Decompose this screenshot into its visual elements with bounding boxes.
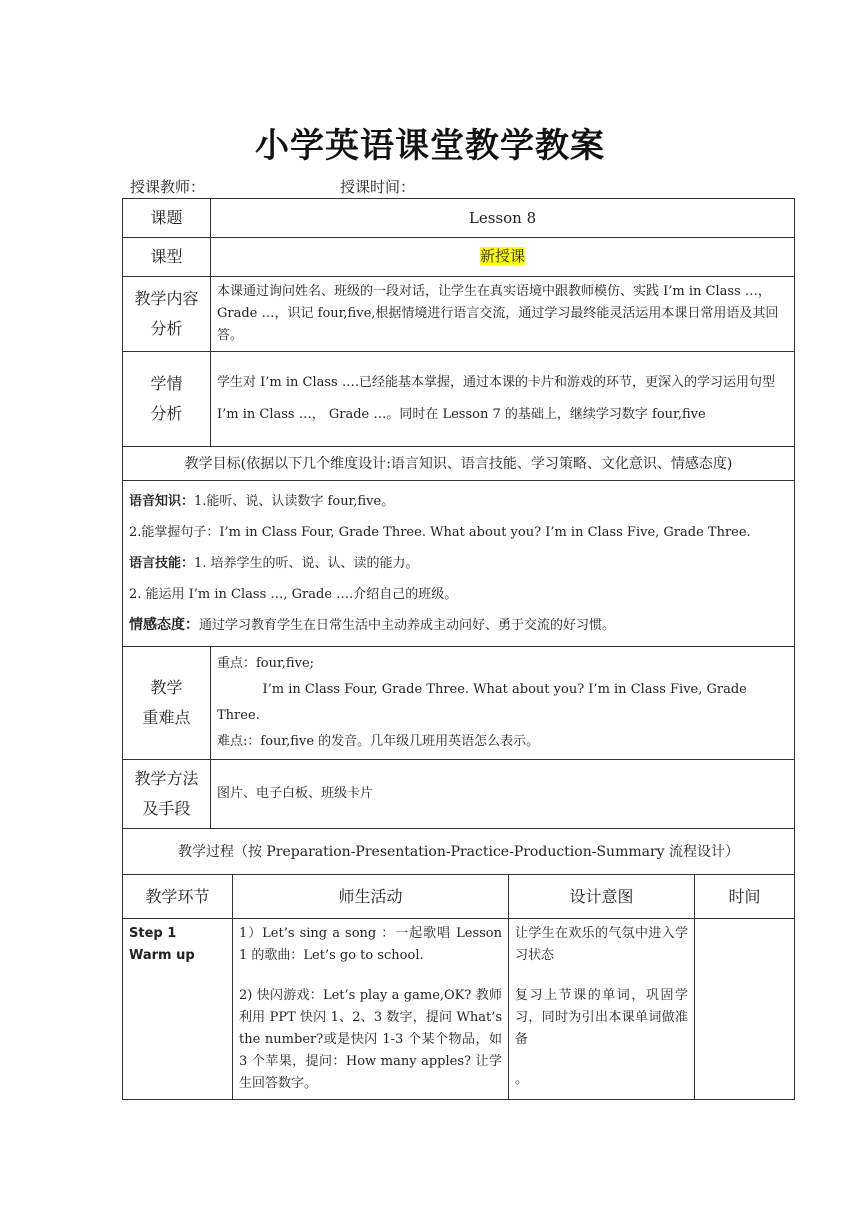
time-label: 授课时间： [340, 178, 416, 196]
col-stage: 教学环节 [123, 875, 233, 919]
type-label: 课型 [123, 238, 211, 277]
method-label-1: 教学方法 [134, 769, 199, 788]
goal-phonetic-2: 2.能掌握句子：I’m in Class Four, Grade Three. What about you? I’m in Class Five, Grade Three. [129, 525, 751, 540]
content-label [123, 277, 211, 352]
students-label-1: 学情 [150, 374, 183, 393]
key-label-2: 重难点 [142, 708, 191, 727]
method-value: 图片、电子白板、班级卡片 [211, 760, 795, 829]
difficulty: 难点:：four,five 的发音。几年级几班用英语怎么表示。 [217, 734, 540, 749]
content-label-1: 教学内容 [134, 289, 199, 308]
topic-value: Lesson 8 [211, 199, 795, 238]
key-body [211, 647, 795, 760]
step1-activity [233, 919, 509, 1100]
goal-skill-1: 1. 培养学生的听、说、认、读的能力。 [194, 556, 419, 571]
step1-intent3: 。 [515, 1072, 529, 1087]
method-label [123, 760, 211, 829]
goal-attitude-label: 情感态度： [129, 617, 199, 633]
students-label [123, 352, 211, 447]
page-title: 小学英语课堂教学教案 [255, 126, 605, 166]
lesson-plan-table [122, 198, 795, 1100]
step1-intent2: 复习上节课的单词，巩固学习，同时为引出本课单词做准备 [515, 988, 688, 1047]
col-activity: 师生活动 [233, 875, 509, 919]
content-label-2: 分析 [150, 319, 183, 338]
teacher-label: 授课教师： [130, 178, 206, 196]
goal-phonetic-1: 1.能听、说、认读数字 four,five。 [194, 494, 395, 509]
key-label-1: 教学 [150, 678, 183, 697]
students-label-2: 分析 [150, 404, 183, 423]
meta-line [130, 176, 415, 197]
col-intent: 设计意图 [509, 875, 695, 919]
goals-body [123, 481, 795, 647]
step1-intent1: 让学生在欢乐的气氛中进入学习状态 [515, 926, 688, 963]
goal-skill-2: 2. 能运用 I’m in Class …, Grade ….介绍自己的班级。 [129, 587, 458, 602]
process-header: 教学过程（按 Preparation-Presentation-Practice-Production-Summary 流程设计） [123, 829, 795, 875]
step1-act2: 2) 快闪游戏：Let’s play a game,OK? 教师利用 PPT 快闪 1、2、3 数字，提问 What’s the number?或是快闪 1-3 个某个物品，如 3 个苹果，提问：How many apples? 让学生回答数字。 [239, 988, 502, 1091]
type-cell [211, 238, 795, 277]
goal-phonetic-label: 语音知识： [129, 494, 195, 509]
key-sentence: I’m in Class Four, Grade Three. What about you? I’m in Class Five, Grade Three. [217, 682, 747, 723]
type-value: 新授课 [479, 247, 525, 265]
topic-label: 课题 [123, 199, 211, 238]
step1-time [695, 919, 795, 1100]
step1-title: Step 1 [129, 926, 177, 941]
step1-intent [509, 919, 695, 1100]
step1-sub: Warm up [129, 948, 195, 963]
step1-act1: 1）Let’s sing a song ：一起歌唱 Lesson 1 的歌曲：Let’s go to school. [239, 926, 502, 963]
col-time: 时间 [695, 875, 795, 919]
method-label-2: 及手段 [142, 799, 191, 818]
goal-attitude-1: 通过学习教育学生在日常生活中主动养成主动问好、勇于交流的好习惯。 [199, 618, 616, 633]
students-value: 学生对 I’m in Class ….已经能基本掌握，通过本课的卡片和游戏的环节，更深入的学习运用句型 I’m in Class …， Grade …。同时在 Lesson 7 的基础上，继续学习数字 four,five [211, 352, 795, 447]
goals-header: 教学目标(依据以下几个维度设计:语言知识、语言技能、学习策略、文化意识、情感态度) [123, 447, 795, 481]
step1-stage [123, 919, 233, 1100]
goal-skill-label: 语言技能： [129, 556, 195, 571]
key-label [123, 647, 211, 760]
content-value: 本课通过询问姓名、班级的一段对话，让学生在真实语境中跟教师模仿、实践 I’m in Class …， Grade …，识记 four,five,根据情境进行语言交流，通过学习最终能灵活运用本课日常用语及其回答。 [211, 277, 795, 352]
key-point: 重点：four,five; [217, 656, 315, 671]
